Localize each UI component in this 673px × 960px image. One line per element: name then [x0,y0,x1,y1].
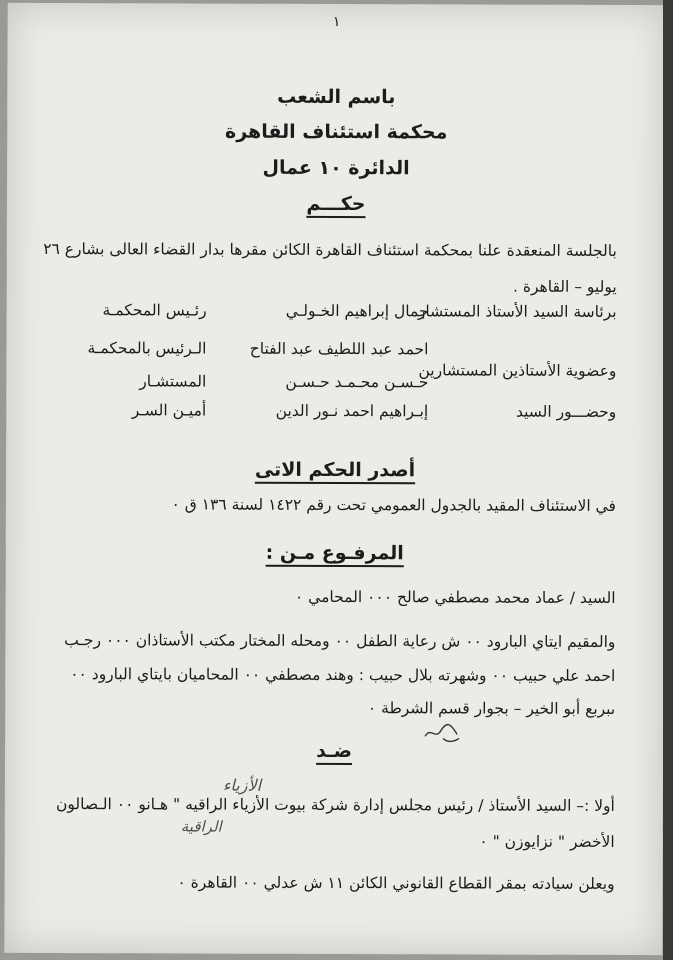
appellant-line-1: السيد / عماد محمد مصطفي صالح ٠٠٠ المحامي ٠ [294,587,616,607]
member2-name: حـسـن محـمـد حـسـن [285,372,429,392]
handwritten-note-1: الأزياء [222,775,262,795]
members-label: وعضوية الأستاذين المستشارين [418,361,617,380]
member2-title: المستشـار [139,372,207,391]
session-line-2: يوليو – القاهرة . [513,277,617,296]
member1-title: الـرئيس بالمحكمـة [87,339,207,358]
session-line-1: بالجلسة المنعقدة علنا بمحكمة استئناف القاهرة الكائن مقرها بدار القضاء العالى بشارع ٢٦ [43,239,617,260]
case-line: في الاستئناف المقيد بالجدول العمومي تحت رقم ١٤٢٢ لسنة ١٣٦ ق ٠ [171,495,616,515]
appellant-line-3: احمد علي حبيب ٠٠ وشهرته بلال حبيب : وهند مصطفي ٠٠ المحاميان بايتاي البارود ٠٠ [70,665,616,685]
president-title: رئـيس المحكمـة [102,301,207,320]
document-page [4,3,665,955]
page-shadow-edge [663,0,673,960]
attendance-label: وحضـــور السيد [515,402,617,421]
heading-circuit: الدائرة ١٠ عمال [262,156,410,180]
heading-people: باسم الشعب [277,85,396,109]
appellant-line-2: والمقيم ايتاي البارود ٠٠ ش رعاية الطفل ٠٠ ومحله المختار مكتب الأستاذان ٠٠٠ رجـب [64,631,616,651]
handwritten-note-2: الراقية [180,817,222,836]
heading-judgment: حكـــم [306,192,366,216]
clerk-title: أميـن السـر [131,401,207,420]
presidency-label: برئاسة السيد الأستاذ المستشار [417,302,617,321]
appellant-title: المرفـوع مـن : [265,541,404,565]
ruling-title: أصدر الحكم الاتى [254,458,416,482]
against-title: ضـد [316,739,353,763]
against-line-2: الأخضر " نزايوزن " ٠ [479,832,615,851]
against-line-1: أولا :– السيد الأستاذ / رئيس مجلس إدارة شركة بيوت الأزياء الراقيه " هـانو ٠٠ الـصالون [55,795,615,815]
member1-name: احمد عبد اللطيف عبد الفتاح [249,339,429,359]
appellant-line-4: ىبربع أبو الخير – بجوار قسم الشرطة ٠ [367,699,616,718]
page-number: ١ [332,13,341,31]
president-name: جمال إبراهيم الخـولـي [285,301,429,321]
against-line-3: ويعلن سيادته بمقر القطاع القانوني الكائن ١١ ش عدلي ٠٠ القاهرة ٠ [177,873,615,893]
heading-court: محكمة استئناف القاهرة [225,120,448,144]
clerk-name: إبـراهيم احمد نـور الدين [275,401,429,421]
